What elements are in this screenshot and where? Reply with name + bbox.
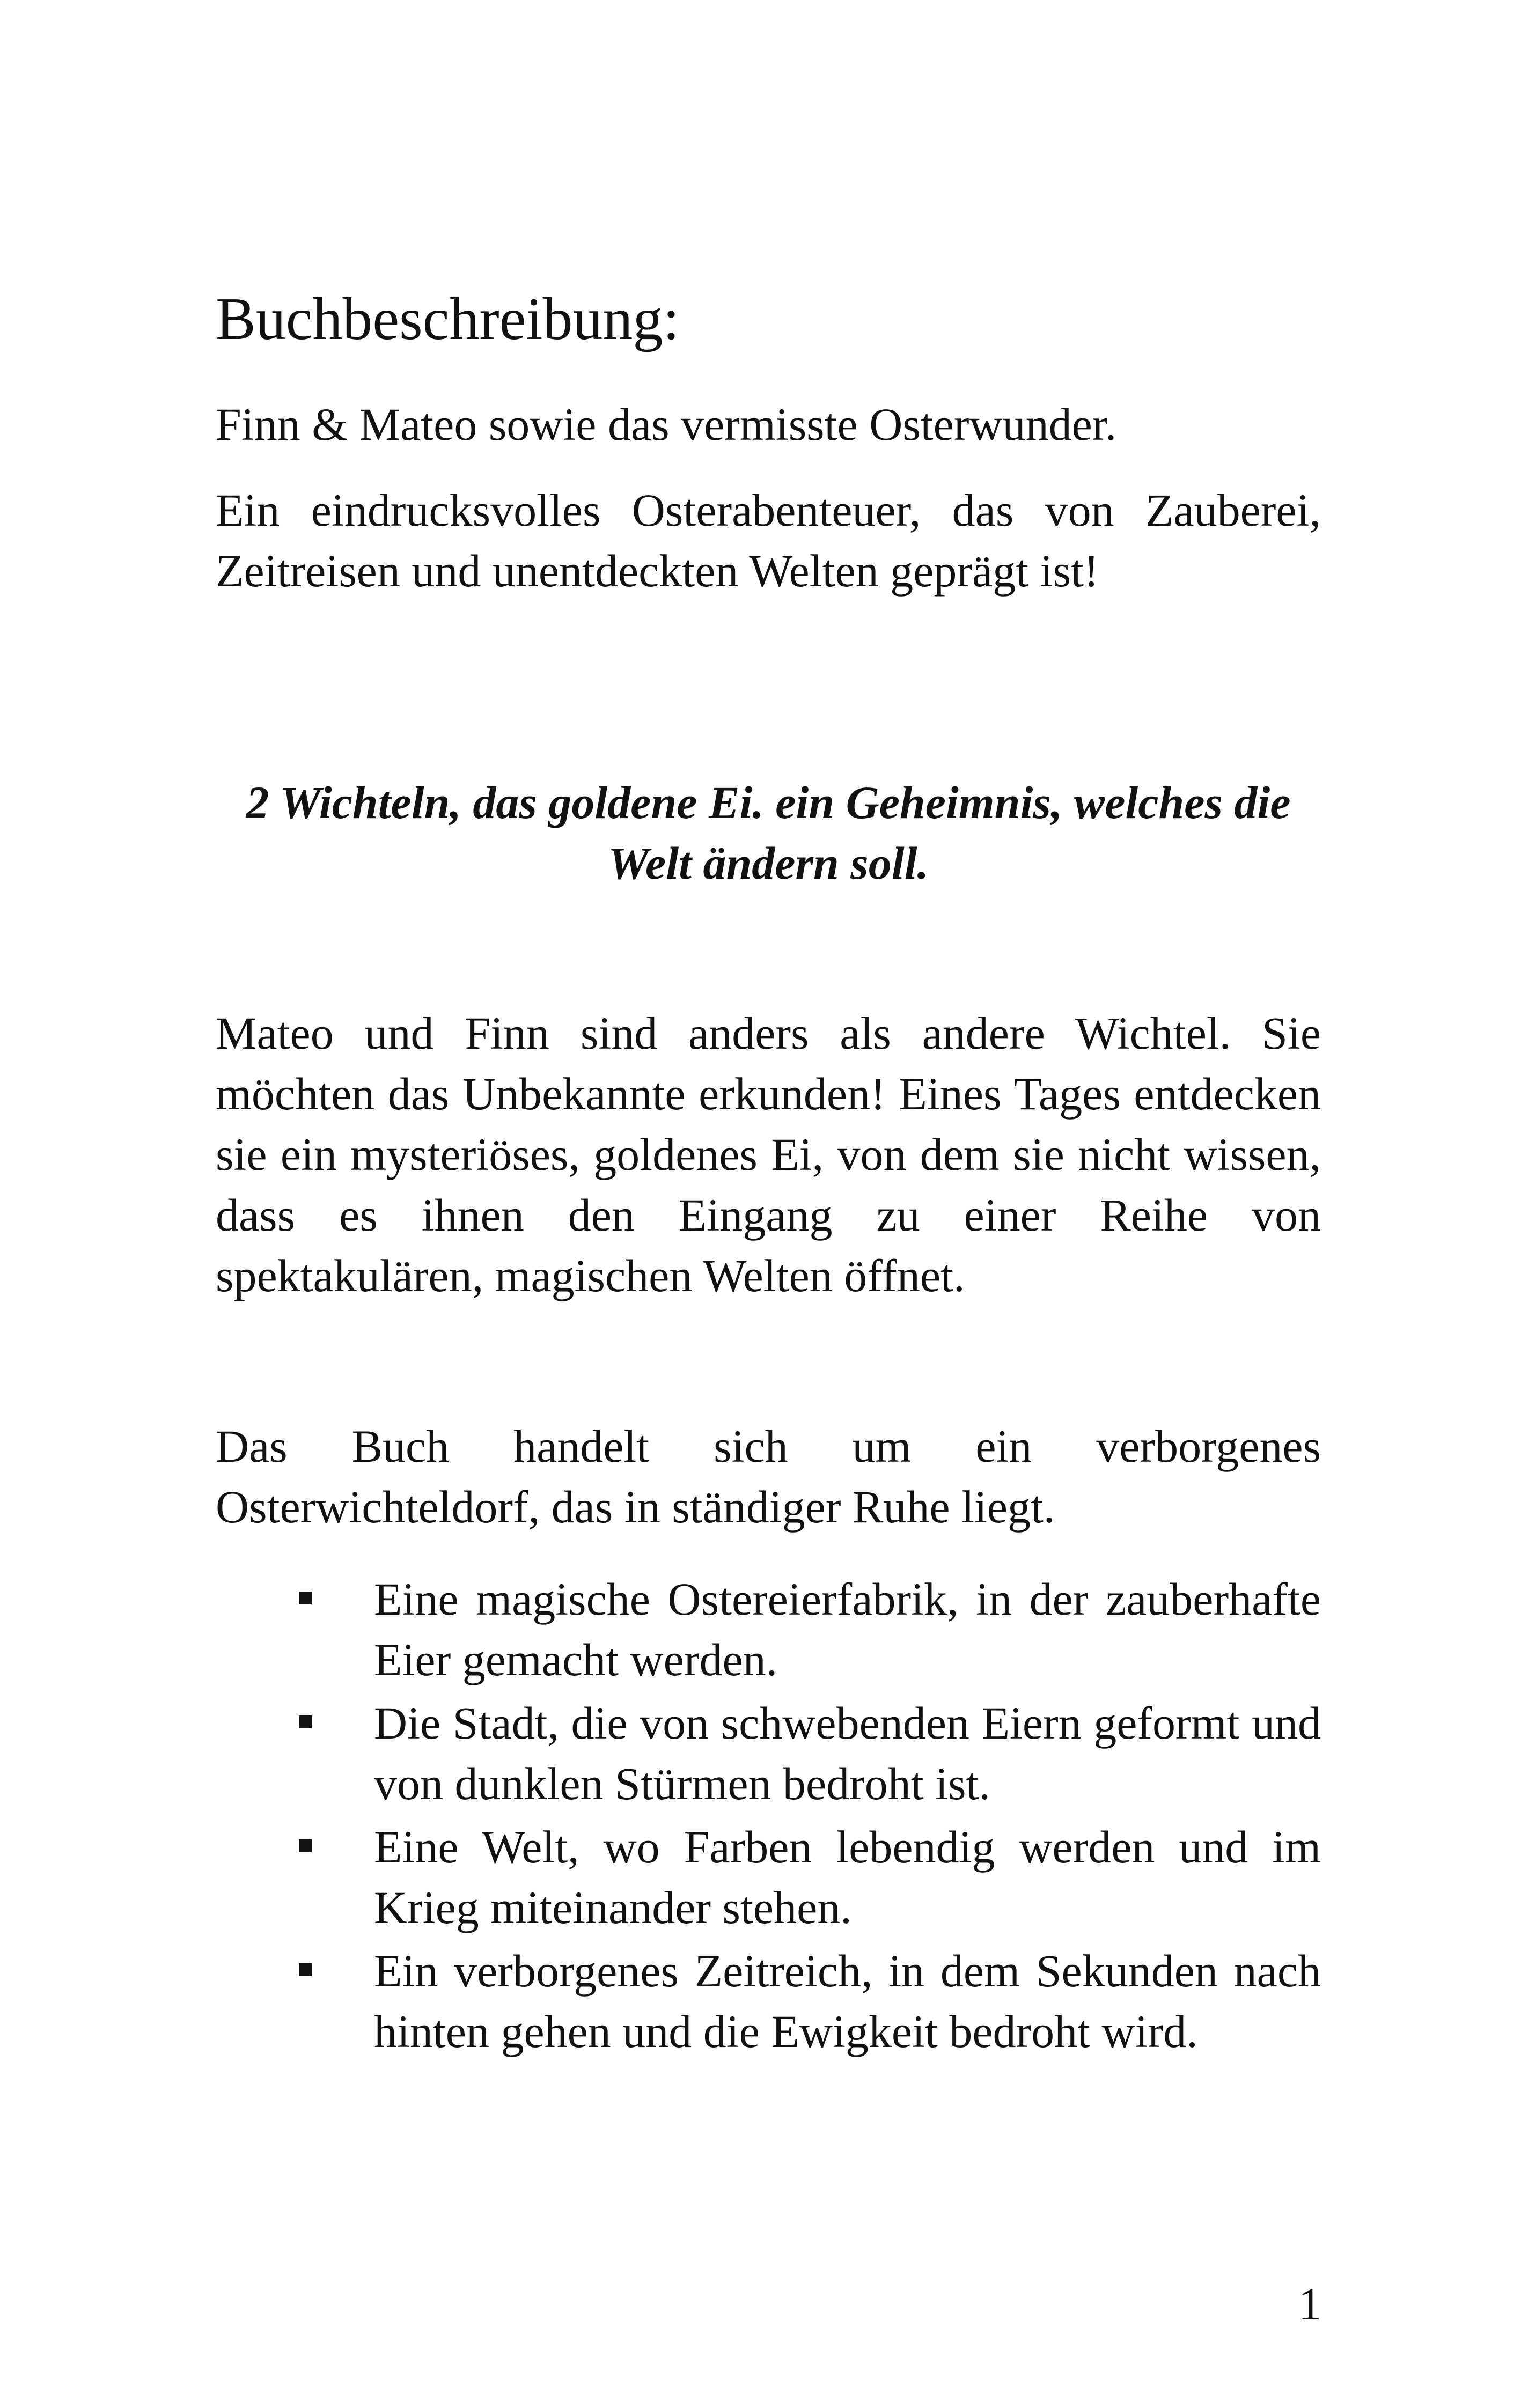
bullet-square-icon: [299, 1839, 312, 1852]
list-item: [216, 1693, 1321, 1814]
page-number: 1: [1298, 2278, 1321, 2330]
list-item-text: Ein verborgenes Zeitreich, in dem Sekunden nach hinten gehen und die Ewigkeit bedroht wird.: [374, 1945, 1321, 2057]
bullet-square-icon: [299, 1963, 312, 1976]
list-item: [216, 1569, 1321, 1690]
description-paragraph: Mateo und Finn sind anders als andere Wichtel. Sie möchten das Unbekannte erkunden! Eines Tages entdecken sie ein mysteriöses, goldenes Ei, von dem sie nicht wissen, dass es ihnen den Eingang zu einer Reihe von spektakulären, magischen Welten öffnet.: [216, 1007, 1321, 1301]
book-subtitle: Finn & Mateo sowie das vermisste Osterwunder.: [216, 399, 1117, 450]
list-item: [216, 1941, 1321, 2062]
list-item: [216, 1817, 1321, 1938]
page-heading: Buchbeschreibung:: [216, 286, 680, 352]
list-item-text: Eine magische Ostereierfabrik, in der zauberhafte Eier gemacht werden.: [374, 1573, 1321, 1685]
tagline: 2 Wichteln, das goldene Ei. ein Geheimnis, welches die Welt ändern soll.: [246, 777, 1291, 889]
feature-list: [216, 1569, 1321, 2065]
list-item-text: Eine Welt, wo Farben lebendig werden und im Krieg miteinander stehen.: [374, 1821, 1321, 1933]
bullet-square-icon: [299, 1715, 312, 1728]
list-item-text: Die Stadt, die von schwebenden Eiern geformt und von dunklen Stürmen bedroht ist.: [374, 1697, 1321, 1809]
bullet-square-icon: [299, 1592, 312, 1604]
intro-paragraph: Ein eindrucksvolles Osterabenteuer, das von Zauberei, Zeitreisen und unentdeckten Welten geprägt ist!: [216, 484, 1321, 597]
book-intro-paragraph: Das Buch handelt sich um ein verborgenes Osterwichteldorf, das in ständiger Ruhe liegt.: [216, 1420, 1321, 1533]
